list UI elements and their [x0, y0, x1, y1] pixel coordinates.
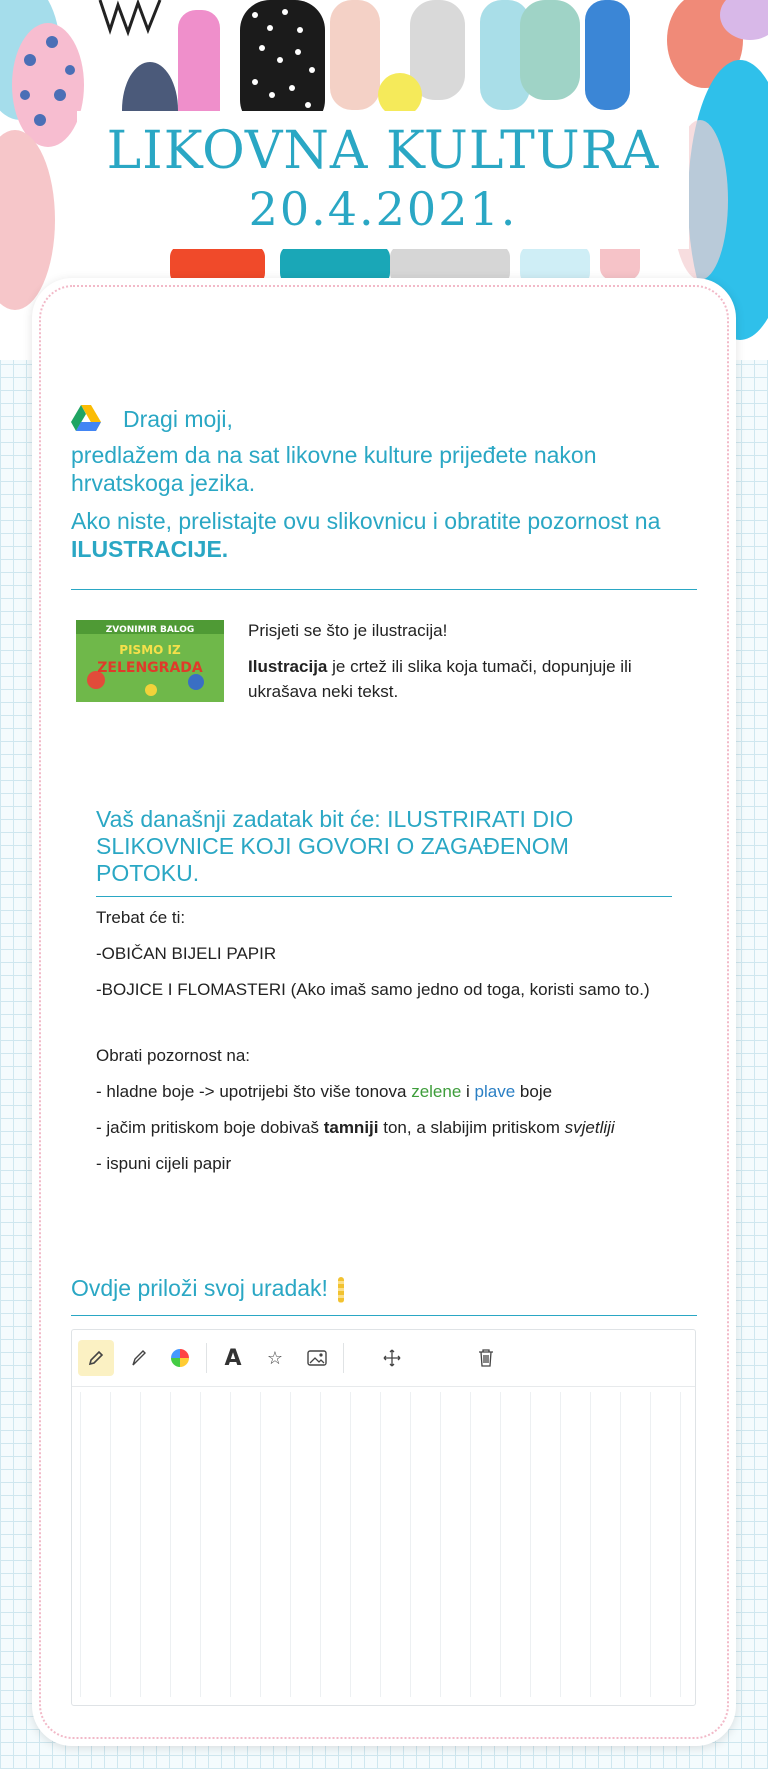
tip-1-green: zelene [411, 1082, 462, 1101]
tip-2-bold: tamniji [323, 1118, 379, 1137]
intro-line-3 [71, 507, 701, 563]
task-divider [96, 896, 672, 897]
definition-body: je crtež ili slika koja tumači, dopunjuje ili ukrašava neki tekst. [248, 657, 632, 701]
text-icon[interactable]: A [224, 1345, 242, 1371]
tip-2 [96, 1115, 676, 1140]
remember-text: Prisjeti se što je ilustracija! [248, 621, 448, 640]
intro-line-3-bold: ILUSTRACIJE. [71, 536, 229, 562]
pencil-icon[interactable] [78, 1340, 114, 1376]
page-date: 20.4.2021. [248, 182, 518, 236]
drawing-canvas[interactable] [80, 1392, 687, 1697]
illustration-definition [248, 618, 688, 704]
attention-label: Obrati pozornost na: [96, 1046, 251, 1065]
move-icon[interactable] [374, 1340, 410, 1376]
need-item-2: -BOJICE I FLOMASTERI (Ako imaš samo jedno od toga, koristi samo to.) [96, 980, 650, 999]
image-icon[interactable] [299, 1340, 335, 1376]
tip-3: - ispuni cijeli papir [96, 1154, 232, 1173]
tip-1-and: i [466, 1082, 470, 1101]
divider [71, 589, 697, 590]
task-instructions [96, 905, 676, 1176]
book-cover-thumbnail [76, 620, 224, 702]
color-picker-icon[interactable] [162, 1340, 198, 1376]
definition-term: Ilustracija [248, 657, 328, 676]
toolbar-separator [206, 1343, 207, 1373]
editor-toolbar [72, 1330, 695, 1387]
tip-1-blue: plave [474, 1082, 516, 1101]
marker-icon[interactable] [120, 1340, 156, 1376]
page-title: LIKOVNA KULTURA [106, 121, 660, 181]
google-drive-icon [71, 405, 101, 433]
trash-icon[interactable] [468, 1340, 504, 1376]
thumb-author: ZVONIMIR BALOG [105, 625, 195, 635]
thumb-title-2: ZELENGRADA [97, 660, 203, 676]
content-card [32, 278, 736, 1746]
upload-title-text: Ovdje priloži svoj uradak! [71, 1275, 328, 1301]
intro-line-2: predlažem da na sat likovne kulture prijeđete nakon hrvatskoga jezika. [71, 442, 597, 496]
upload-divider [71, 1315, 697, 1316]
star-icon[interactable]: ☆ [266, 1347, 284, 1369]
pencil-emoji-icon [338, 1277, 344, 1303]
tip-1 [96, 1079, 676, 1104]
drawing-editor [71, 1329, 696, 1706]
tip-2-mid: ton, a slabijim pritiskom [383, 1118, 560, 1137]
tip-2-italic: svjetliji [564, 1118, 615, 1137]
intro-section [71, 405, 701, 563]
upload-heading [71, 1274, 701, 1303]
toolbar-separator [343, 1343, 344, 1373]
definition-text [248, 654, 688, 704]
thumb-title-1: PISMO IZ [119, 643, 181, 657]
tip-1-suffix: boje [519, 1082, 553, 1101]
tip-2-text: - jačim pritiskom boje dobivaš [96, 1118, 319, 1137]
need-label: Trebat će ti: [96, 908, 186, 927]
tip-1-text: - hladne boje -> upotrijebi što više tonova [96, 1082, 407, 1101]
task-heading: Vaš današnji zadatak bit će: ILUSTRIRATI DIO SLIKOVNICE KOJI GOVORI O ZAGAĐENOM POTOKU. [96, 806, 574, 886]
intro-line-3-text: Ako niste, prelistajte ovu slikovnicu i obratite pozornost na [71, 508, 661, 534]
greeting-text: Dragi moji, [123, 406, 233, 432]
title-card [77, 111, 689, 249]
need-item-1: -OBIČAN BIJELI PAPIR [96, 944, 277, 963]
